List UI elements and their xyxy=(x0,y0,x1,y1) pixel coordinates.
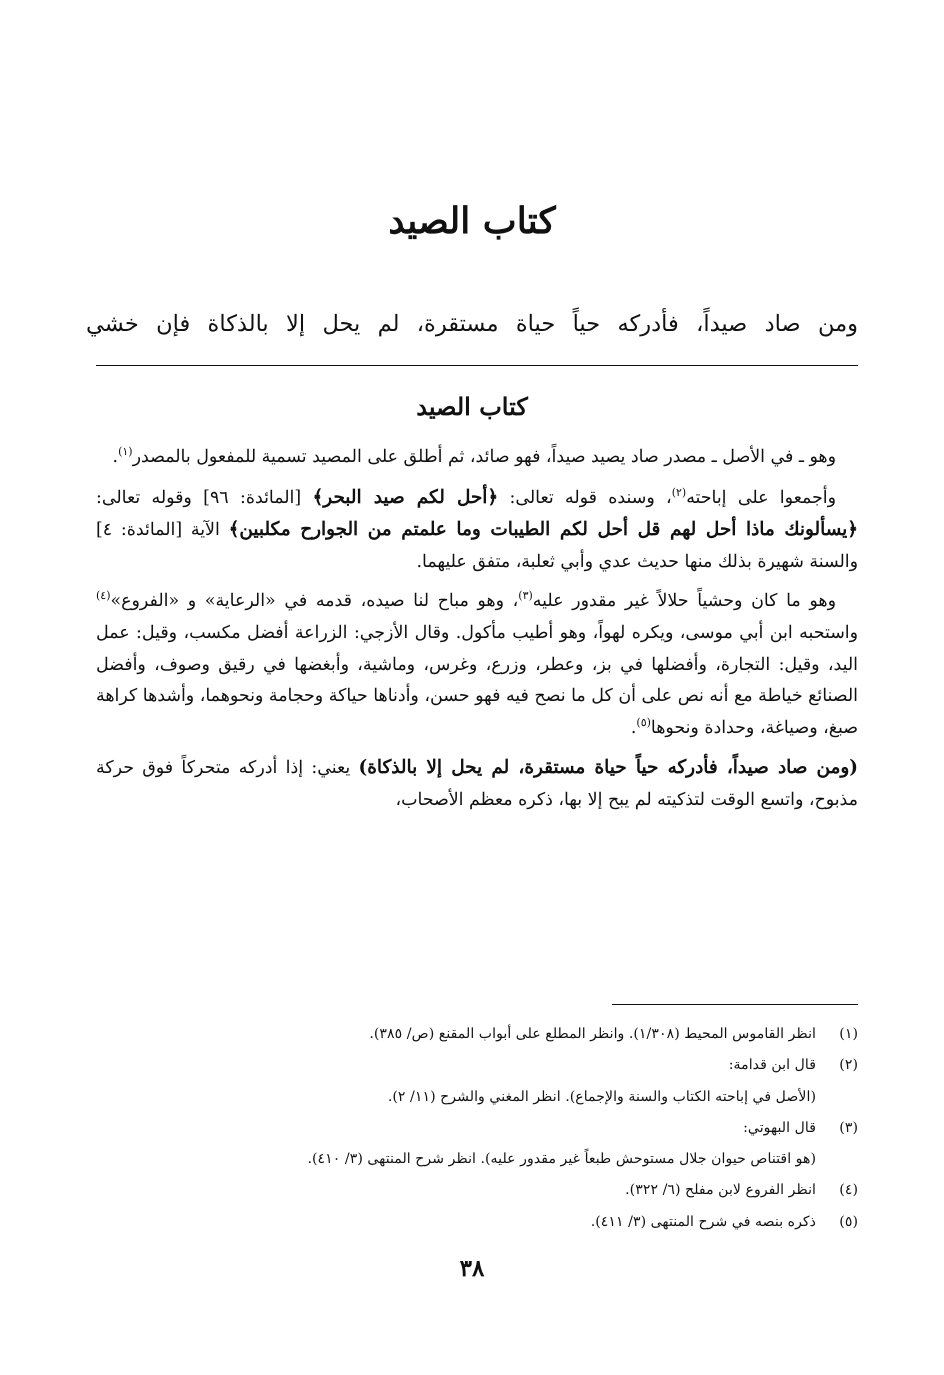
footnote-item xyxy=(86,1082,858,1113)
footnote-marker: (٣) xyxy=(518,589,533,603)
footnote-number: (٢) xyxy=(839,1057,858,1074)
footnote-number xyxy=(816,1082,858,1113)
footnote-number: (٥) xyxy=(839,1213,858,1230)
paragraph-2 xyxy=(96,482,858,579)
matn-text: ومن صاد صيداً، فأدركه حياً حياة مستقرة، لم يحل إلا بالذكاة فإن خشي xyxy=(86,311,858,337)
section-title: كتاب الصيد xyxy=(416,392,528,421)
quran-quote: ﴿أحل لكم صيد البحر﴾ xyxy=(312,486,499,508)
footnote-text: ذكره بنصه في شرح المنتهى (٣/ ٤١١). xyxy=(590,1213,816,1230)
commentary-body xyxy=(96,442,858,825)
footnote-text: انظر الفروع لابن مفلح (٦/ ٣٢٢). xyxy=(625,1182,816,1199)
paragraph-4 xyxy=(96,752,858,816)
footnote-divider xyxy=(612,1004,858,1005)
footnote-item xyxy=(86,1144,858,1175)
text-run: واستحبه ابن أبي موسى، ويكره لهواً، وهو أطيب مأكول. وقال الأزجي: الزراعة أفضل مكسب، وقيل: عمل اليد، وقيل: التجارة، وأفضلها في بز، وعطر، وزرع، وغرس، وماشية، وأبغضها في رقيق وصوف، وأفضل الصنائع خياطة مع أنه نص على أن كل ما نصح فيه فهو حسن، وأدناها حياكة وحجامة ونحوهما، وأشدها كراهة صبغ، وصياغة، وحدادة ونحوها xyxy=(96,622,858,738)
footnote-number: (١) xyxy=(839,1026,858,1042)
footnotes xyxy=(86,1019,858,1238)
footnote-text: (الأصل في إباحته الكتاب والسنة والإجماع). انظر المغني والشرح (١١/ ٢). xyxy=(387,1088,816,1105)
footnote-marker: (٥) xyxy=(636,715,651,729)
paragraph-3 xyxy=(96,586,858,744)
text-run: يعني: إذا أدركه متحركاً فوق حركة مذبوح، واتسع الوقت لتذكيته لم يبح إلا بها، ذكره معظم الأصحاب، xyxy=(96,758,858,810)
footnote-item xyxy=(86,1113,858,1144)
footnote-marker: (٤) xyxy=(96,589,111,603)
footnote-number: (٣) xyxy=(839,1119,858,1136)
matn-divider xyxy=(96,365,858,366)
text-run: ، وهو مباح لنا صيده، قدمه في «الرعاية» و «الفروع» xyxy=(110,591,519,612)
footnote-text: قال البهوتي: xyxy=(743,1119,816,1136)
matn-quote: (ومن صاد صيداً، فأدركه حياً حياة مستقرة، لم يحل إلا بالذكاة) xyxy=(358,757,858,779)
footnote-text: قال ابن قدامة: xyxy=(728,1057,816,1074)
footnote-marker: (٢) xyxy=(671,485,687,499)
footnote-text: (هو اقتناص حيوان جلال مستوحش طبعاً غير مقدور عليه). انظر شرح المنتهى (٣/ ٤١٠). xyxy=(307,1151,816,1168)
footnote-number xyxy=(816,1144,858,1175)
page-number: ٣٨ xyxy=(459,1255,485,1282)
text-run: وأجمعوا على إباحته xyxy=(686,487,837,508)
text-run: وهو ما كان وحشياً حلالاً غير مقدور عليه xyxy=(532,591,836,612)
footnote-item xyxy=(86,1019,858,1050)
chapter-title: كتاب الصيد xyxy=(388,200,556,242)
footnote-item xyxy=(86,1050,858,1081)
footnote-number: (٤) xyxy=(839,1182,858,1199)
text-run: [المائدة: ٩٦] وقوله تعالى: xyxy=(96,487,313,508)
footnote-item xyxy=(86,1207,858,1238)
text-run: وهو ـ في الأصل ـ مصدر صاد يصيد صيداً، فهو صائد، ثم أطلق على المصيد تسمية للمفعول بالمصدر xyxy=(132,447,836,467)
footnote-marker: (١) xyxy=(118,445,133,459)
paragraph-1 xyxy=(96,442,858,474)
footnote-text: انظر القاموس المحيط (١/٣٠٨). وانظر المطلع على أبواب المقنع (ص/ ٣٨٥). xyxy=(369,1026,816,1042)
text-run: . xyxy=(112,447,119,467)
text-run: الآية [المائدة: ٤] والسنة شهيرة بذلك منها حديث عدي وأبي ثعلبة، متفق عليهما. xyxy=(96,520,858,572)
text-run: . xyxy=(630,717,637,738)
text-run: ، وسنده قوله تعالى: xyxy=(498,487,672,508)
footnote-item xyxy=(86,1175,858,1206)
quran-quote: ﴿يسألونك ماذا أحل لهم قل أحل لكم الطيبات وما علمتم من الجوارح مكلبين﴾ xyxy=(228,519,858,541)
